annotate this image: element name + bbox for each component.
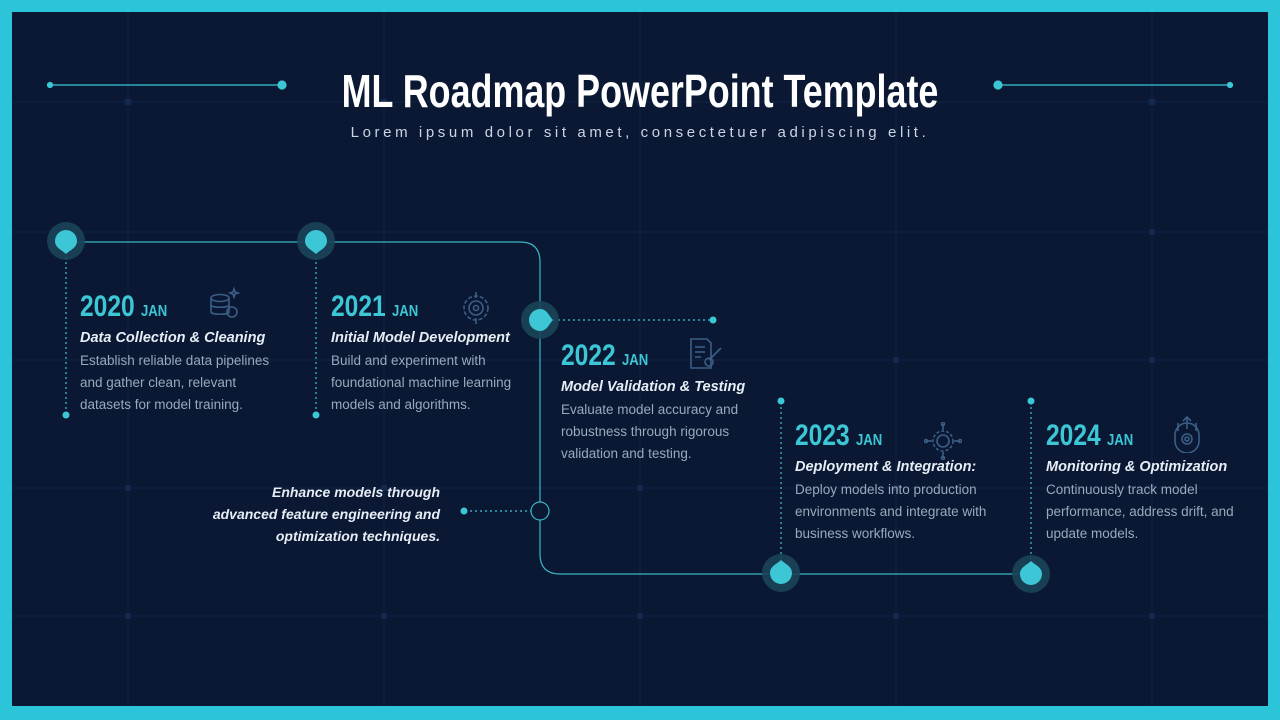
page-title: ML Roadmap PowerPoint Template — [341, 65, 939, 117]
milestone-2021 — [331, 290, 541, 416]
network-gear-icon — [924, 422, 962, 460]
fingerprint-arrow-icon — [1170, 413, 1204, 453]
milestone-title: Initial Model Development — [331, 330, 510, 346]
node-2023 — [762, 554, 800, 592]
milestone-month: JAN — [855, 432, 883, 449]
target-gear-icon — [458, 290, 494, 326]
node-2020 — [47, 222, 85, 260]
node-2024 — [1012, 555, 1050, 593]
milestone-2024 — [1046, 419, 1256, 545]
milestone-description: Establish reliable data pipelines and gather clean, relevant datasets for model training. — [80, 353, 270, 412]
milestone-description: Build and experiment with foundational machine learning models and algorithms. — [331, 353, 512, 412]
milestone-title: Model Validation & Testing — [561, 379, 746, 395]
milestone-title: Monitoring & Optimization — [1046, 459, 1228, 475]
milestone-title: Data Collection & Cleaning — [80, 330, 266, 346]
milestone-2022 — [561, 339, 771, 465]
milestone-year: 2023 — [795, 419, 850, 452]
milestone-title: Deployment & Integration: — [795, 459, 977, 475]
milestone-month: JAN — [1106, 432, 1134, 449]
milestone-year: 2024 — [1046, 419, 1101, 452]
page-subtitle: Lorem ipsum dolor sit amet, consectetuer adipiscing elit. — [350, 124, 930, 141]
milestone-month: JAN — [140, 303, 168, 320]
milestone-description: Evaluate model accuracy and robustness through rigorous validation and testing. — [561, 402, 739, 461]
milestone-year: 2020 — [80, 290, 135, 323]
hollow-node — [531, 502, 549, 520]
side-note: Enhance models through advanced feature engineering and optimization techniques. — [212, 484, 440, 544]
database-sparkle-icon — [206, 286, 242, 322]
milestone-year: 2022 — [561, 339, 616, 372]
milestone-month: JAN — [391, 303, 419, 320]
document-check-icon — [687, 336, 725, 372]
node-2021 — [297, 222, 335, 260]
milestone-description: Continuously track model performance, address drift, and update models. — [1046, 482, 1234, 541]
slide-frame — [12, 12, 1268, 706]
milestone-2023 — [795, 419, 1005, 545]
milestone-2020 — [80, 290, 290, 416]
milestone-month: JAN — [621, 352, 649, 369]
milestone-description: Deploy models into production environments and integrate with business workflows. — [795, 482, 987, 541]
milestone-year: 2021 — [331, 290, 386, 323]
